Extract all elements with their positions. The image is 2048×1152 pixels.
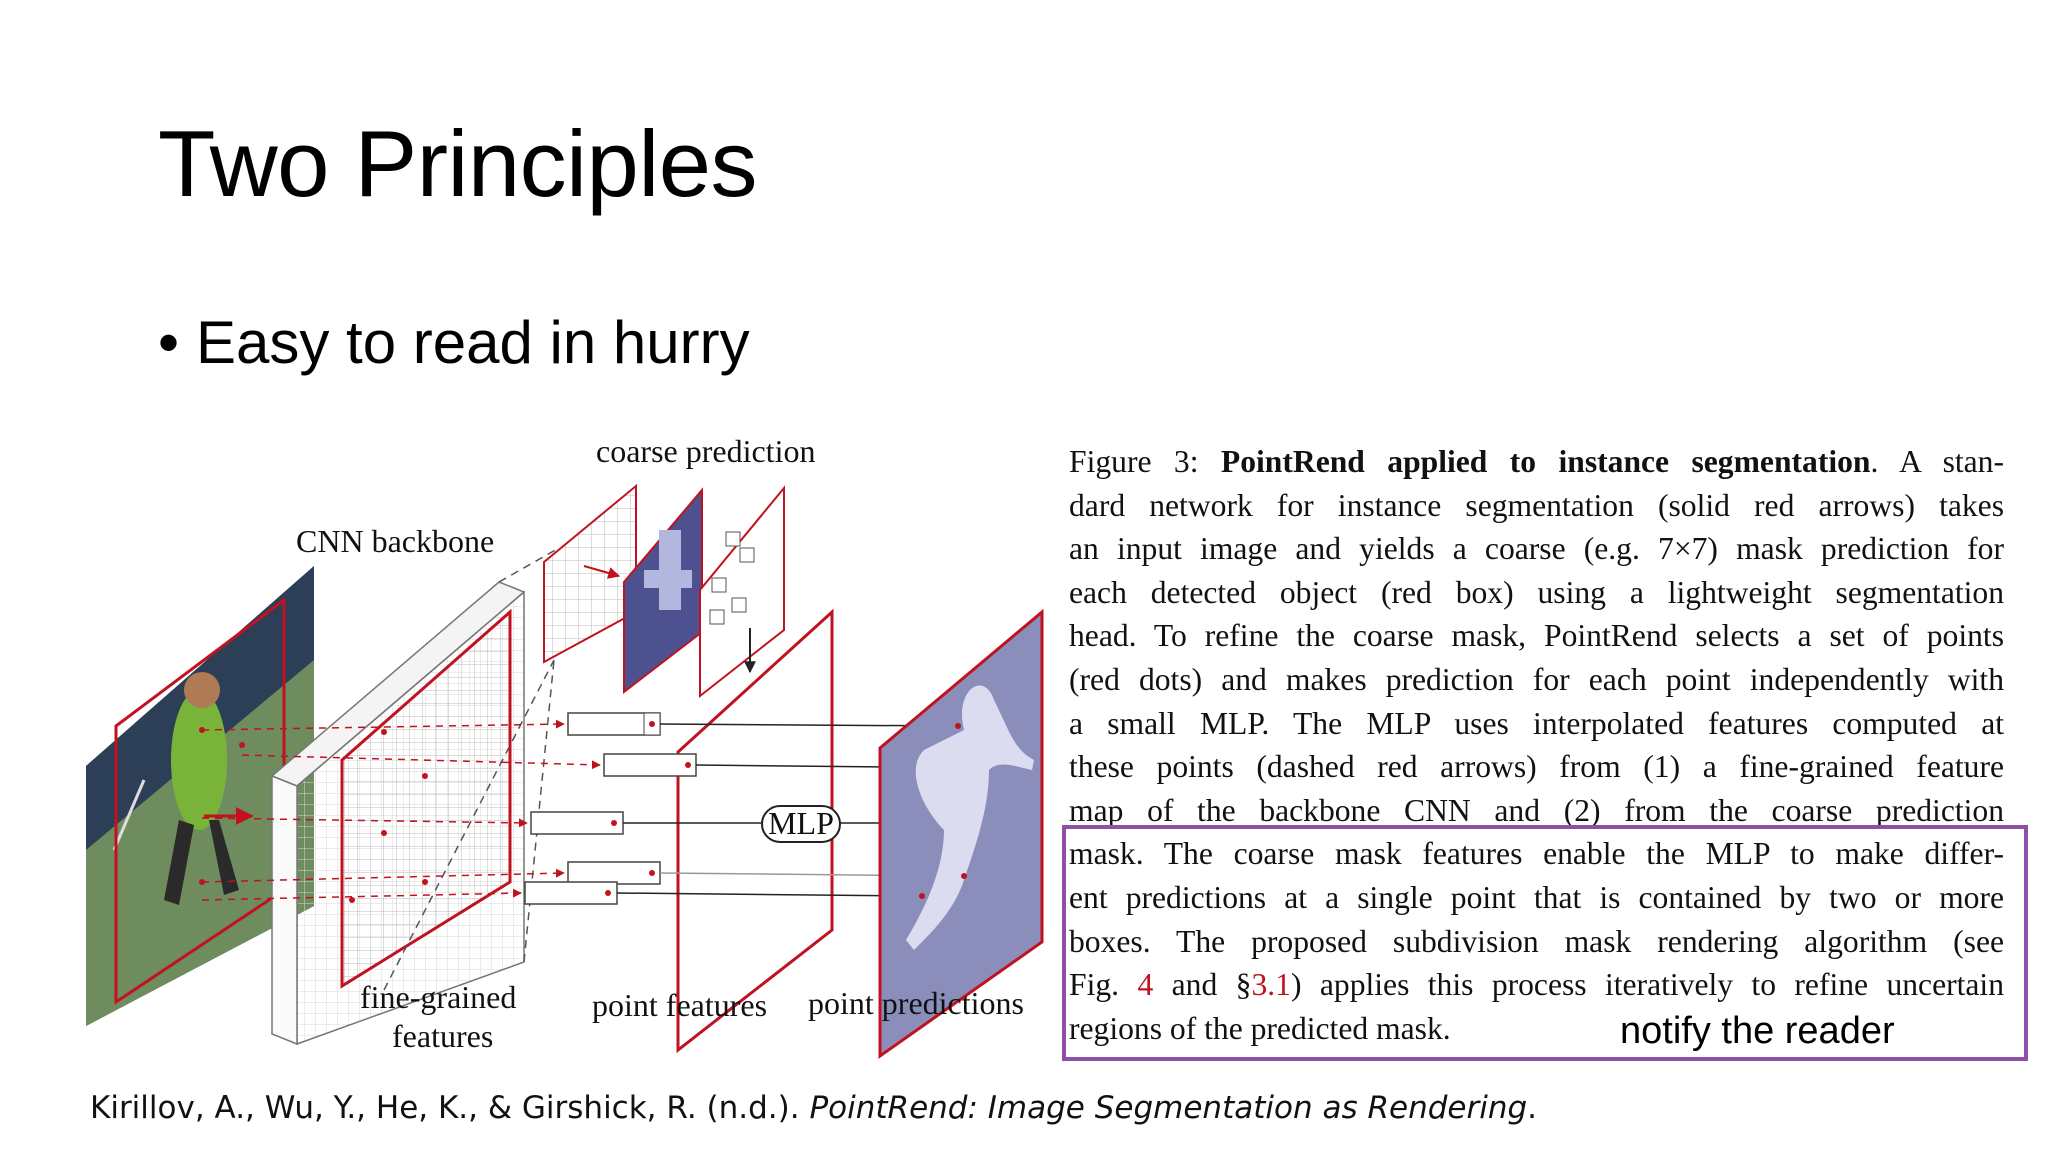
caption-line-8: these points (dashed red arrows) from (1) a fine-grained feature: [1069, 749, 2004, 785]
figure-4-link[interactable]: 4: [1137, 967, 1154, 1003]
cnn-backbone-label: CNN backbone: [296, 523, 495, 559]
point-features-label: point features: [592, 987, 768, 1023]
section-3-1-link[interactable]: 3.1: [1251, 967, 1291, 1003]
caption-line-3: an input image and yields a coarse (e.g. 7×7) mask prediction for: [1069, 531, 2004, 567]
mlp-node: [762, 805, 840, 842]
caption-line-2: dard network for instance segmentation (solid red arrows) takes: [1069, 487, 2004, 523]
caption-line-13: Fig. 4 and §3.1) applies this process iteratively to refine uncertain: [1069, 967, 2004, 1003]
coarse-prediction-stack: [544, 486, 784, 696]
caption-line-14: regions of the predicted mask.: [1069, 1010, 1451, 1046]
bullet-marker: •: [158, 309, 180, 376]
caption-bold-title: PointRend applied to instance segmentation: [1220, 444, 1871, 479]
features-label: features: [392, 1018, 494, 1054]
caption-line-5: head. To refine the coarse mask, PointRend selects a set of points: [1069, 618, 2004, 654]
coarse-prediction-label: coarse prediction: [596, 433, 816, 469]
citation: Kirillov, A., Wu, Y., He, K., & Girshick, R. (n.d.). PointRend: Image Segmentation as Rendering.: [90, 1090, 1538, 1126]
caption-line-11: ent predictions at a single point that is contained by two or more: [1069, 879, 2004, 915]
bullet-item: [158, 310, 750, 376]
slide-title: Two Principles: [158, 111, 757, 216]
pointrend-figure: [84, 430, 1044, 1070]
citation-title: PointRend: Image Segmentation as Rendering: [809, 1090, 1528, 1126]
point-predictions-label: point predictions: [808, 985, 1024, 1021]
caption-line-1: Figure 3: PointRend applied to instance segmentation. A stan-: [1069, 444, 2004, 479]
caption-line-6: (red dots) and makes prediction for each point independently with: [1069, 661, 2004, 697]
citation-authors: Kirillov, A., Wu, Y., He, K., & Girshick, R. (n.d.).: [90, 1090, 800, 1126]
caption-line-10: mask. The coarse mask features enable the MLP to make differ-: [1069, 836, 2004, 872]
caption-figure-label: Figure 3:: [1069, 444, 1199, 479]
point-feature-vectors: [525, 713, 696, 904]
caption-line-4: each detected object (red box) using a lightweight segmentation: [1069, 574, 2004, 610]
pointrend-diagram: [84, 430, 1044, 1070]
caption-line-7: a small MLP. The MLP uses interpolated features computed at: [1069, 705, 2004, 741]
caption-line-9: map of the backbone CNN and (2) from the coarse prediction: [1069, 792, 2004, 828]
caption-line-12: boxes. The proposed subdivision mask rendering algorithm (see: [1069, 923, 2004, 959]
annotation-note: notify the reader: [1620, 1010, 1895, 1052]
mlp-label: MLP: [768, 805, 834, 841]
bullet-text: Easy to read in hurry: [196, 309, 750, 376]
fine-grained-label: fine-grained: [360, 979, 517, 1015]
